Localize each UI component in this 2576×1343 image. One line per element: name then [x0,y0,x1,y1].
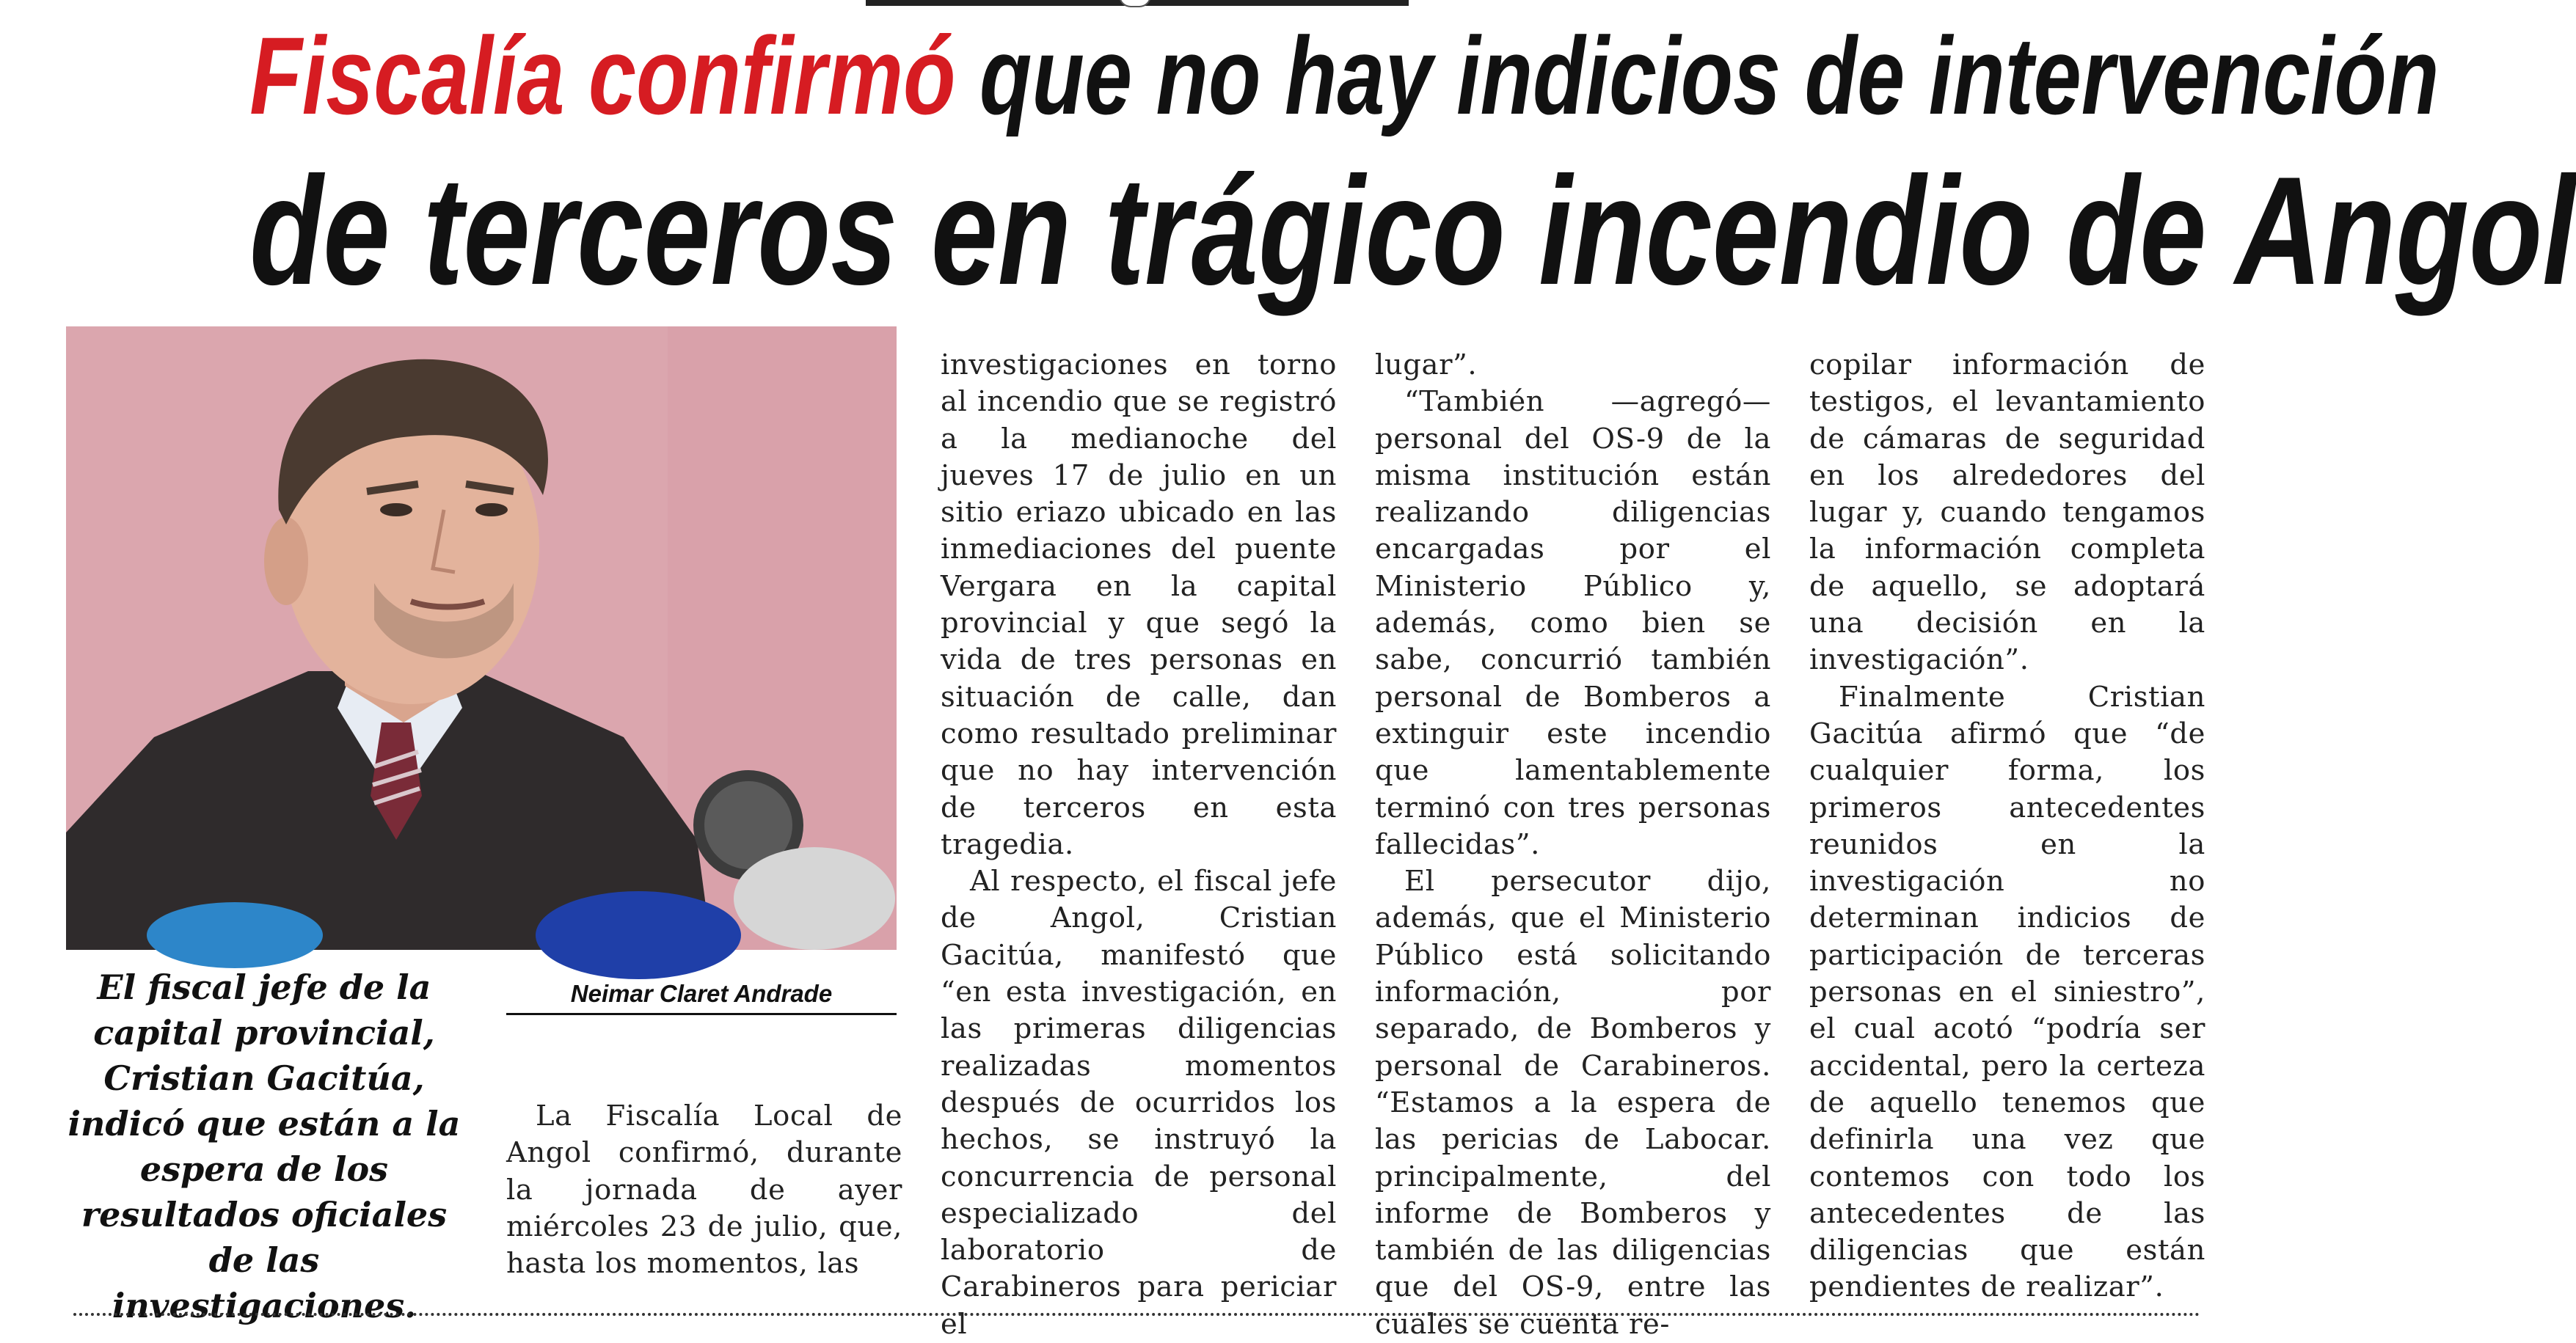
headline-line-1 [249,13,2440,138]
paragraph: copilar información de testigos, el levantamiento de cámaras de seguridad en los alrededores del lugar y, cuando tengamos la información completa de aquello, se adoptará una decisión en la investigación”. [1809,348,2205,677]
paragraph: investigaciones en torno al incendio que se registró a la medianoche del jueves 17 de julio en un sitio eriazo ubicado en las inmediaciones del puente Vergara en la capital provincial y que segó la vida de tres personas en situación de calle, dan como resultado preliminar que no hay intervención de terceros en esta tragedia. [941,348,1337,861]
news-photo [66,326,897,950]
paragraph: lugar”. [1375,348,1478,381]
article-column-1 [506,1098,902,1289]
headline-line-1-rest: que no hay indicios de intervención [955,14,2440,137]
paragraph: “También —agregó— personal del OS-9 de la misma institución están realizando diligencias encargadas por el Ministerio Público y, además, como bien se sabe, concurrió también personal de Bomberos a extinguir este incendio que lamentablemente terminó con tres personas fallecidas”. [1375,385,1771,861]
paragraph: El persecutor dijo, además, que el Ministerio Público está solicitando información, por separado, de Bomberos y personal de Carabineros. “Estamos a la espera de las pericias de Labocar. principalmente, del informe de Bomberos y también de las diligencias que del OS-9, entre las cuales se cuenta re- [1375,865,1771,1341]
top-rule [866,0,1409,6]
dotted-separator [73,1313,2201,1316]
author-credit: Neimar Claret Andrade [506,979,897,1015]
headline-highlight: Fiscalía confirmó [249,14,956,137]
emblem-icon [1119,0,1151,7]
article-column-3 [1375,347,1771,1341]
photo-caption: El fiscal jefe de la capital provincial, Cristian Gacitúa, indicó que están a la espera de los resultados oficiales de las investigaciones. [67,967,461,1325]
paragraph: Al respecto, el fiscal jefe de Angol, Cristian Gacitúa, manifestó que “en esta investigación, en las primeras diligencias realizadas momentos después de ocurridos los hechos, se instruyó la concurrencia de personal especializado del laboratorio de Carabineros para periciar el [941,865,1337,1341]
paragraph: Finalmente Cristian Gacitúa afirmó que “de cualquier forma, los primeros antecedentes reunidos en la investigación no determinan indicios de participación de terceras personas en el siniestro”, el cual acotó “podría ser accidental, pero la certeza de aquello tenemos que definirla una vez que contemos con todo los antecedentes de las diligencias que están pendientes de realizar”. [1809,680,2205,1304]
headline-line-2: de terceros en trágico incendio de Angol [249,144,2576,317]
article-column-2 [941,347,1337,1341]
article-column-4 [1809,347,2205,1315]
photo-illustration [66,326,897,950]
paragraph: La Fiscalía Local de Angol confirmó, durante la jornada de ayer miércoles 23 de julio, que, hasta los momentos, las [506,1099,902,1281]
